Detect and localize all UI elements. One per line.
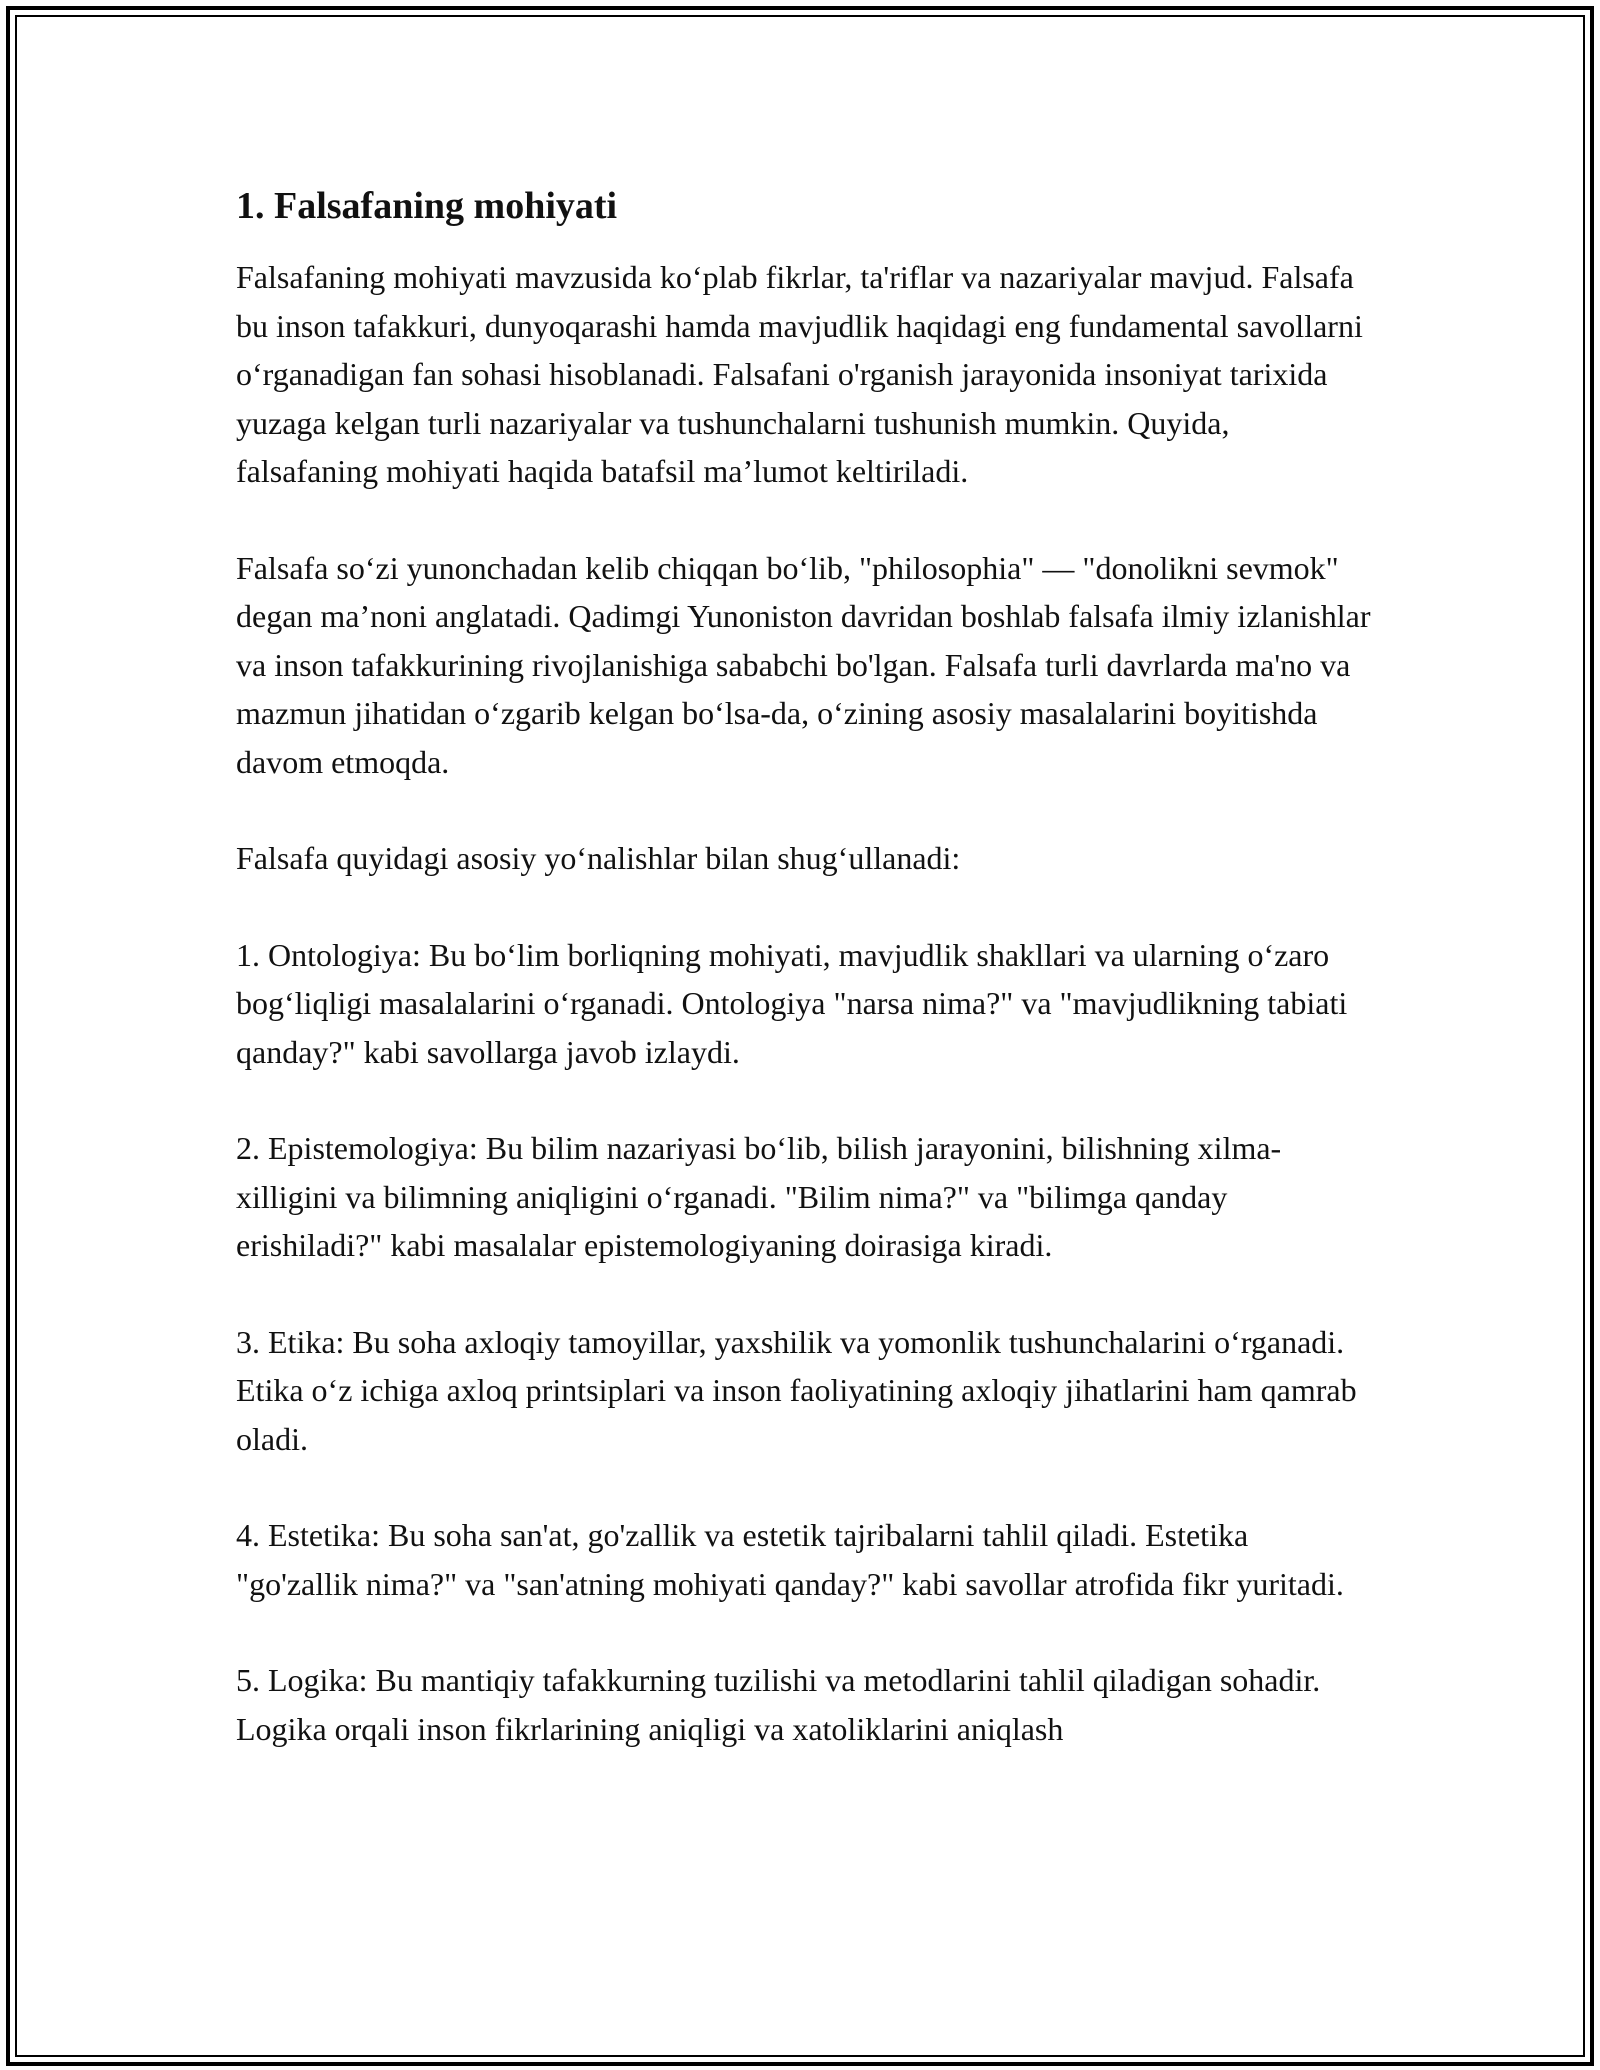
list-item-epistemology: 2. Epistemologiya: Bu bilim nazariyasi boʻlib, bilish jarayonini, bilishning xilma-xilligini va bilimning aniqligini oʻrganadi. "Bilim nima?" va "bilimga qanday erishiladi?" kabi masalalar epistemologiyaning doirasiga kiradi.: [236, 1130, 1282, 1263]
list-item-ontology: 1. Ontologiya: Bu boʻlim borliqning mohiyati, mavjudlik shakllari va ularning oʻzaro bogʻliqligi masalalarini oʻrganadi. Ontologiya "narsa nima?" va "mavjudlikning tabiati qanday?" kabi savollarga javob izlaydi.: [236, 936, 1348, 1070]
paragraph-etymology: Falsafa soʻzi yunonchadan kelib chiqqan boʻlib, "philosophia" — "donolikni sevmok" degan maʼnoni anglatadi. Qadimgi Yunoniston davridan boshlab falsafa ilmiy izlanishlar va inson tafakkurining rivojlanishiga sababchi bo'lgan. Falsafa turli davrlarda ma'no va mazmun jihatidan oʻzgarib kelgan boʻlsa-da, oʻzining asosiy masalalarini boyitishda davom etmoqda.: [236, 549, 1371, 780]
paragraph-directions-intro: Falsafa quyidagi asosiy yoʻnalishlar bilan shugʻullanadi:: [236, 840, 961, 876]
list-item-ethics: 3. Etika: Bu soha axloqiy tamoyillar, yaxshilik va yomonlik tushunchalarini oʻrganadi. Etika oʻz ichiga axloq printsiplari va inson faoliyatining axloqiy jihatlarini ham qamrab oladi.: [236, 1323, 1357, 1457]
list-item-aesthetics: 4. Estetika: Bu soha san'at, go'zallik va estetik tajribalarni tahlil qiladi. Estetika "go'zallik nima?" va "san'atning mohiyati qanday?" kabi savollar atrofida fikr yuritadi.: [236, 1517, 1344, 1602]
list-item-logic: 5. Logika: Bu mantiqiy tafakkurning tuzilishi va metodlarini tahlil qiladigan sohadir. Logika orqali inson fikrlarining aniqligi va xatoliklarini aniqlash: [236, 1662, 1321, 1747]
document-body: [236, 182, 1371, 1801]
section-heading: 1. Falsafaning mohiyati: [236, 185, 618, 227]
paragraph-intro: Falsafaning mohiyati mavzusida koʻplab fikrlar, ta'riflar va nazariyalar mavjud. Falsafa bu inson tafakkuri, dunyoqarashi hamda mavjudlik haqidagi eng fundamental savollarni oʻrganadigan fan sohasi hisoblanadi. Falsafani o'rganish jarayonida insoniyat tarixida yuzaga kelgan turli nazariyalar va tushunchalarni tushunish mumkin. Quyida, falsafaning mohiyati haqida batafsil maʼlumot keltiriladi.: [236, 259, 1363, 489]
